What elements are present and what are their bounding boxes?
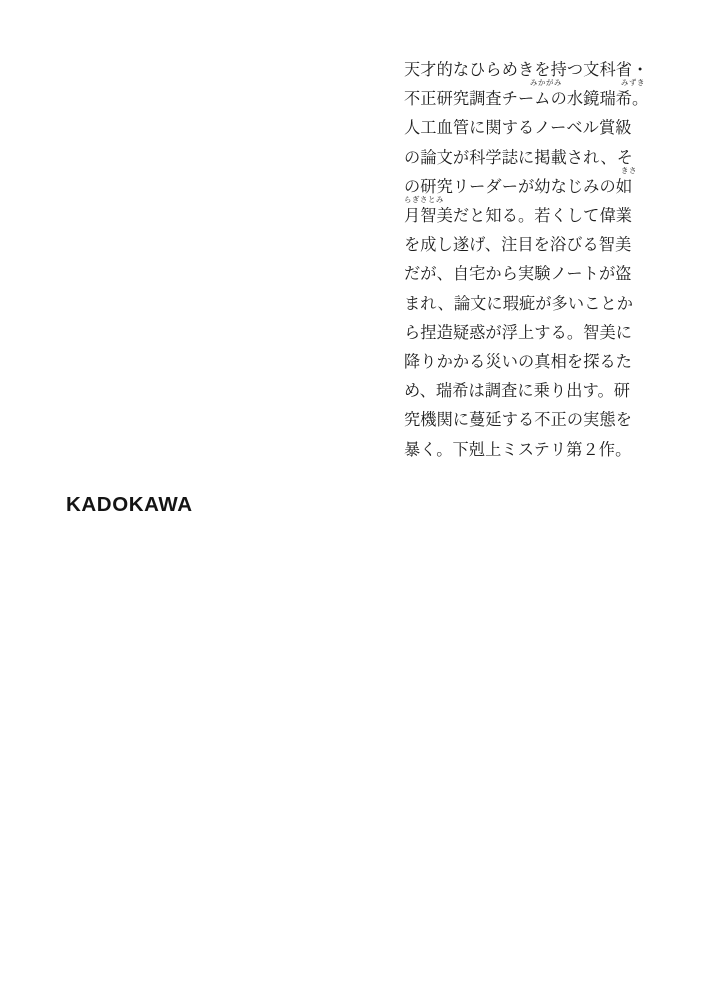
blurb-line: を成し遂げ、注目を浴びる智美 <box>404 236 632 255</box>
blurb-line: ら捏造疑惑が浮上する。智美に <box>404 323 633 342</box>
publisher-logo: KADOKAWA <box>66 493 193 516</box>
ruby-kisa: きさ <box>621 165 637 175</box>
blurb-line: 究機関に蔓延する不正の実態を <box>404 411 633 430</box>
ruby-mizuki: みずき <box>621 78 645 88</box>
ruby-ragisatomi: らぎさとみ <box>404 195 444 205</box>
blurb-line: 天才的なひらめきを持つ文科省・ <box>404 61 649 79</box>
blurb-line: 月智美だと知る。若くして偉業 <box>404 207 633 226</box>
blurb-line: め、瑞希は調査に乗り出す。研 <box>404 382 631 401</box>
blurb-line: 不正研究調査チームの水鏡瑞希。 <box>404 90 649 109</box>
ruby-mikagami: みかがみ <box>530 78 562 88</box>
blurb-line: 降りかかる災いの真相を探るた <box>404 353 633 372</box>
blurb-line: だが、自宅から実験ノートが盗 <box>404 265 632 284</box>
blurb-line: まれ、論文に瑕疵が多いことか <box>404 294 633 313</box>
blurb-text-block <box>404 56 672 465</box>
blurb-line: 暴く。下剋上ミステリ第２作。 <box>404 440 632 459</box>
blurb-line: の論文が科学誌に掲載され、そ <box>404 148 633 167</box>
blurb-line: 人工血管に関するノーベル賞級 <box>404 119 632 138</box>
blurb-line: の研究リーダーが幼なじみの如 <box>404 177 633 196</box>
